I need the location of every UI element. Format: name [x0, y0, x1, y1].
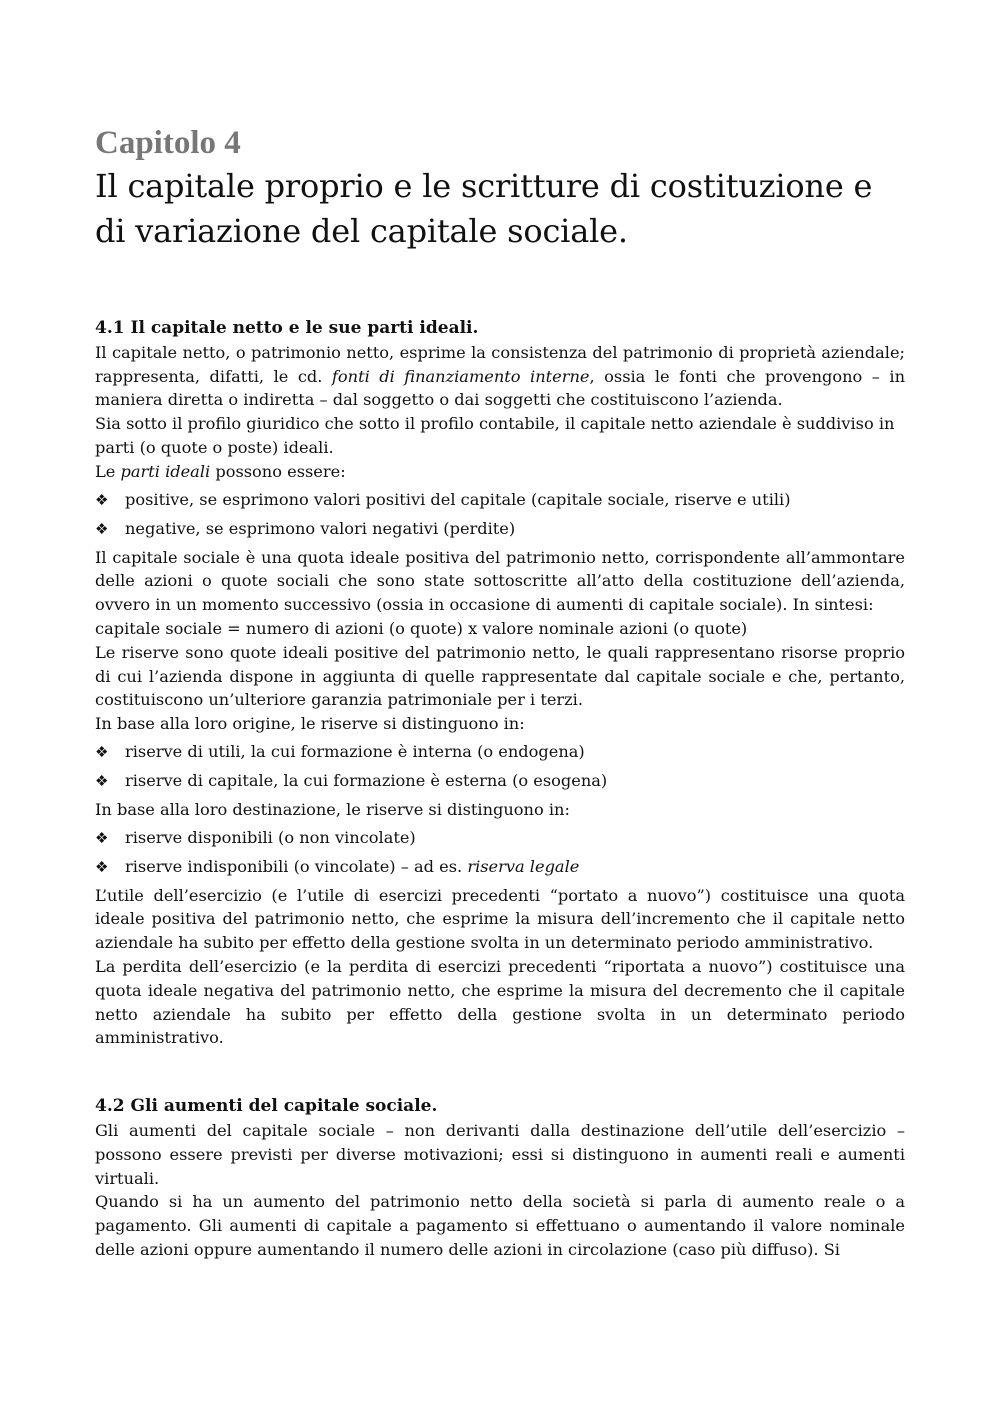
section-heading-4-1: 4.1 Il capitale netto e le sue parti ideali.	[95, 318, 479, 338]
diamond-cross-bullet-icon: ❖	[95, 490, 109, 509]
paragraph: Sia sotto il profilo giuridico che sotto il profilo contabile, il capitale netto aziendale è suddiviso in parti (o quote o poste) ideali.	[95, 414, 895, 457]
paragraph: L’utile dell’esercizio (e l’utile di esercizi precedenti “portato a nuovo”) costituisce una quota ideale positiva del patrimonio netto, che esprime la misura dell’incremento che il capitale netto aziendale ha subito per effetto della gestione svolta in un determinato periodo amministrativo.	[95, 885, 905, 953]
list-item: ❖ positive, se esprimono valori positivi del capitale (capitale sociale, riserve e utili)	[95, 488, 905, 513]
paragraph: Il capitale netto, o patrimonio netto, esprime la consistenza del patrimonio di proprietà aziendale; rappresenta, difatti, le cd. fonti di finanziamento interne, ossia le fonti che provengono – in maniera diretta o indiretta – dal soggetto o dai soggetti che costituiscono l’azienda.	[95, 342, 905, 410]
diamond-cross-bullet-icon: ❖	[95, 519, 109, 538]
bullet-list	[95, 826, 905, 880]
chapter-title: Il capitale proprio e le scritture di costituzione e di variazione del capitale sociale.	[95, 167, 873, 250]
list-item: ❖ riserve di capitale, la cui formazione è esterna (o esogena)	[95, 769, 905, 794]
paragraph: La perdita dell’esercizio (e la perdita di esercizi precedenti “riportata a nuovo”) costituisce una quota ideale negativa del patrimonio netto, che esprime la misura del decremento che il capitale netto aziendale ha subito per effetto della gestione svolta in un determinato periodo amministrativo.	[95, 957, 905, 1048]
diamond-cross-bullet-icon: ❖	[95, 828, 109, 847]
formula: capitale sociale = numero di azioni (o quote) x valore nominale azioni (o quote)	[95, 618, 748, 638]
list-item: ❖ riserve di utili, la cui formazione è interna (o endogena)	[95, 740, 905, 765]
list-item: ❖ riserve indisponibili (o vincolate) – ad es. riserva legale	[95, 855, 905, 880]
emphasis: parti ideali	[120, 461, 211, 481]
paragraph: Gli aumenti del capitale sociale – non derivanti dalla destinazione dell’utile dell’esercizio – possono essere previsti per diverse motivazioni; essi si distinguono in aumenti reali e aumenti virtuali.	[95, 1121, 905, 1188]
paragraph: Il capitale sociale è una quota ideale positiva del patrimonio netto, corrispondente all’ammontare delle azioni o quote sociali che sono state sottoscritte all’atto della costituzione dell’azienda, ovvero in un momento successivo (ossia in occasione di aumenti di capitale sociale). In sintesi:	[95, 547, 905, 615]
section-heading-4-2: 4.2 Gli aumenti del capitale sociale.	[95, 1096, 438, 1117]
page-content	[95, 122, 905, 1262]
diamond-cross-bullet-icon: ❖	[95, 857, 109, 876]
chapter-label: Capitolo 4	[95, 125, 241, 161]
diamond-cross-bullet-icon: ❖	[95, 771, 109, 790]
list-item: ❖ negative, se esprimono valori negativi (perdite)	[95, 517, 905, 542]
paragraph: Le riserve sono quote ideali positive del patrimonio netto, le quali rappresentano risorse proprio di cui l’azienda dispone in aggiunta di quelle rappresentate dal capitale sociale e che, pertanto, costituiscono un’ulteriore garanzia patrimoniale per i terzi.	[95, 642, 905, 710]
paragraph: In base alla loro origine, le riserve si distinguono in:	[95, 714, 525, 734]
bullet-list	[95, 488, 905, 542]
diamond-cross-bullet-icon: ❖	[95, 742, 109, 761]
emphasis: fonti di finanziamento interne	[331, 366, 590, 386]
list-item: ❖ riserve disponibili (o non vincolate)	[95, 826, 905, 851]
bullet-list	[95, 740, 905, 794]
paragraph: In base alla loro destinazione, le riserve si distinguono in:	[95, 799, 570, 819]
emphasis: riserva legale	[467, 856, 580, 876]
paragraph: Quando si ha un aumento del patrimonio netto della società si parla di aumento reale o a pagamento. Gli aumenti di capitale a pagamento si effettuano o aumentando il valore nominale delle azioni oppure aumentando il numero delle azioni in circolazione (caso più diffuso). Si	[95, 1192, 905, 1260]
paragraph: Le parti ideali possono essere:	[95, 461, 346, 481]
